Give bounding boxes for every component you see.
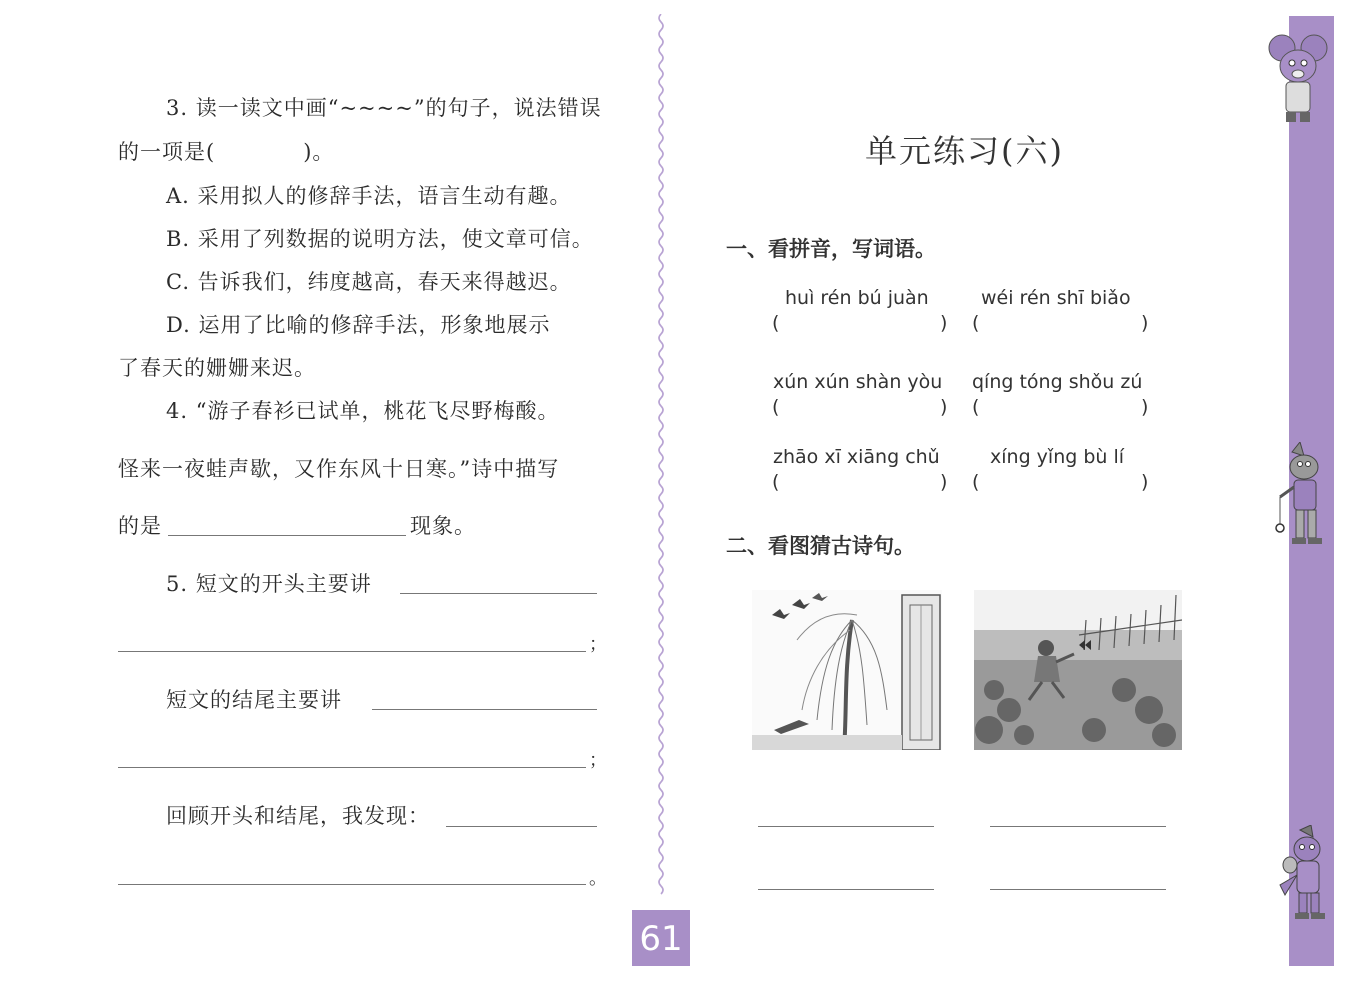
q5-answer-line-1[interactable] [400, 593, 597, 594]
q5-answer-line-2[interactable] [118, 651, 586, 652]
poem-answer-line-3[interactable] [758, 889, 934, 890]
pinyin-1: huì rén bú juàn [785, 287, 929, 309]
answer-paren-4-open[interactable]: ( [972, 396, 980, 418]
answer-paren-2-open[interactable]: ( [972, 312, 980, 334]
pinyin-5: zhāo xī xiāng chǔ [773, 446, 940, 468]
q3-option-b: B. 采用了列数据的说明方法，使文章可信。 [166, 227, 594, 251]
answer-paren-3-open[interactable]: ( [772, 396, 780, 418]
pinyin-3: xún xún shàn yòu [773, 371, 943, 393]
q5-line1: 5. 短文的开头主要讲 [166, 572, 372, 596]
pinyin-4: qíng tóng shǒu zú [972, 371, 1143, 393]
q5-semicolon-1: ； [589, 634, 607, 655]
q5-semicolon-2: ； [589, 750, 607, 771]
q4-line1: 4. “游子春衫已试单，桃花飞尽野梅酸。 [166, 399, 560, 423]
answer-paren-6-open[interactable]: ( [972, 471, 980, 493]
q3-line2: 的一项是( )。 [118, 140, 335, 164]
pinyin-2: wéi rén shī biǎo [981, 287, 1131, 309]
q3-line1: 3. 读一读文中画“~~~~”的句子，说法错误 [166, 96, 602, 120]
q3-option-d: D. 运用了比喻的修辞手法，形象地展示 [166, 313, 551, 337]
poem-answer-line-1[interactable] [758, 826, 934, 827]
poem-answer-line-2[interactable] [990, 826, 1166, 827]
page-title: 单元练习(六) [865, 132, 1064, 170]
q3-option-d-cont: 了春天的姗姗来迟。 [118, 356, 316, 380]
answer-paren-2-close: ) [1141, 312, 1149, 334]
mascot-wolf-icon [1272, 442, 1334, 552]
answer-paren-5-close: ) [940, 471, 948, 493]
illustration-willow-swallows [752, 590, 942, 750]
pinyin-6: xíng yǐng bù lí [990, 446, 1125, 468]
answer-paren-3-close: ) [940, 396, 948, 418]
answer-paren-4-close: ) [1141, 396, 1149, 418]
mascot-mouse-icon [1262, 28, 1332, 128]
poem-answer-line-4[interactable] [990, 889, 1166, 890]
section-2-heading: 二、看图猜古诗句。 [726, 534, 915, 558]
q5-line3: 回顾开头和结尾，我发现： [166, 804, 430, 828]
answer-paren-1-close: ) [940, 312, 948, 334]
q3-option-c: C. 告诉我们，纬度越高，春天来得越迟。 [166, 270, 572, 294]
answer-paren-6-close: ) [1141, 471, 1149, 493]
q5-answer-line-3[interactable] [372, 709, 597, 710]
page-number: 61 [632, 910, 690, 966]
page-divider [656, 14, 666, 899]
illustration-child-field [974, 590, 1182, 750]
q5-answer-line-4[interactable] [118, 767, 586, 768]
q3-option-a: A. 采用拟人的修辞手法，语言生动有趣。 [166, 184, 572, 208]
mascot-cat-icon [1275, 825, 1335, 925]
q4-line3-prefix: 的是 [118, 514, 162, 538]
left-page [0, 0, 655, 981]
q4-line2: 怪来一夜蛙声歇，又作东风十日寒。”诗中描写 [118, 457, 560, 481]
q4-line3-suffix: 现象。 [410, 514, 476, 538]
q5-answer-line-5[interactable] [446, 826, 597, 827]
answer-paren-5-open[interactable]: ( [772, 471, 780, 493]
q5-answer-line-6[interactable] [118, 884, 586, 885]
answer-paren-1-open[interactable]: ( [772, 312, 780, 334]
q5-period: 。 [589, 868, 607, 889]
q5-line2: 短文的结尾主要讲 [166, 688, 342, 712]
section-1-heading: 一、看拼音，写词语。 [726, 237, 936, 261]
q4-answer-line[interactable] [168, 535, 406, 536]
